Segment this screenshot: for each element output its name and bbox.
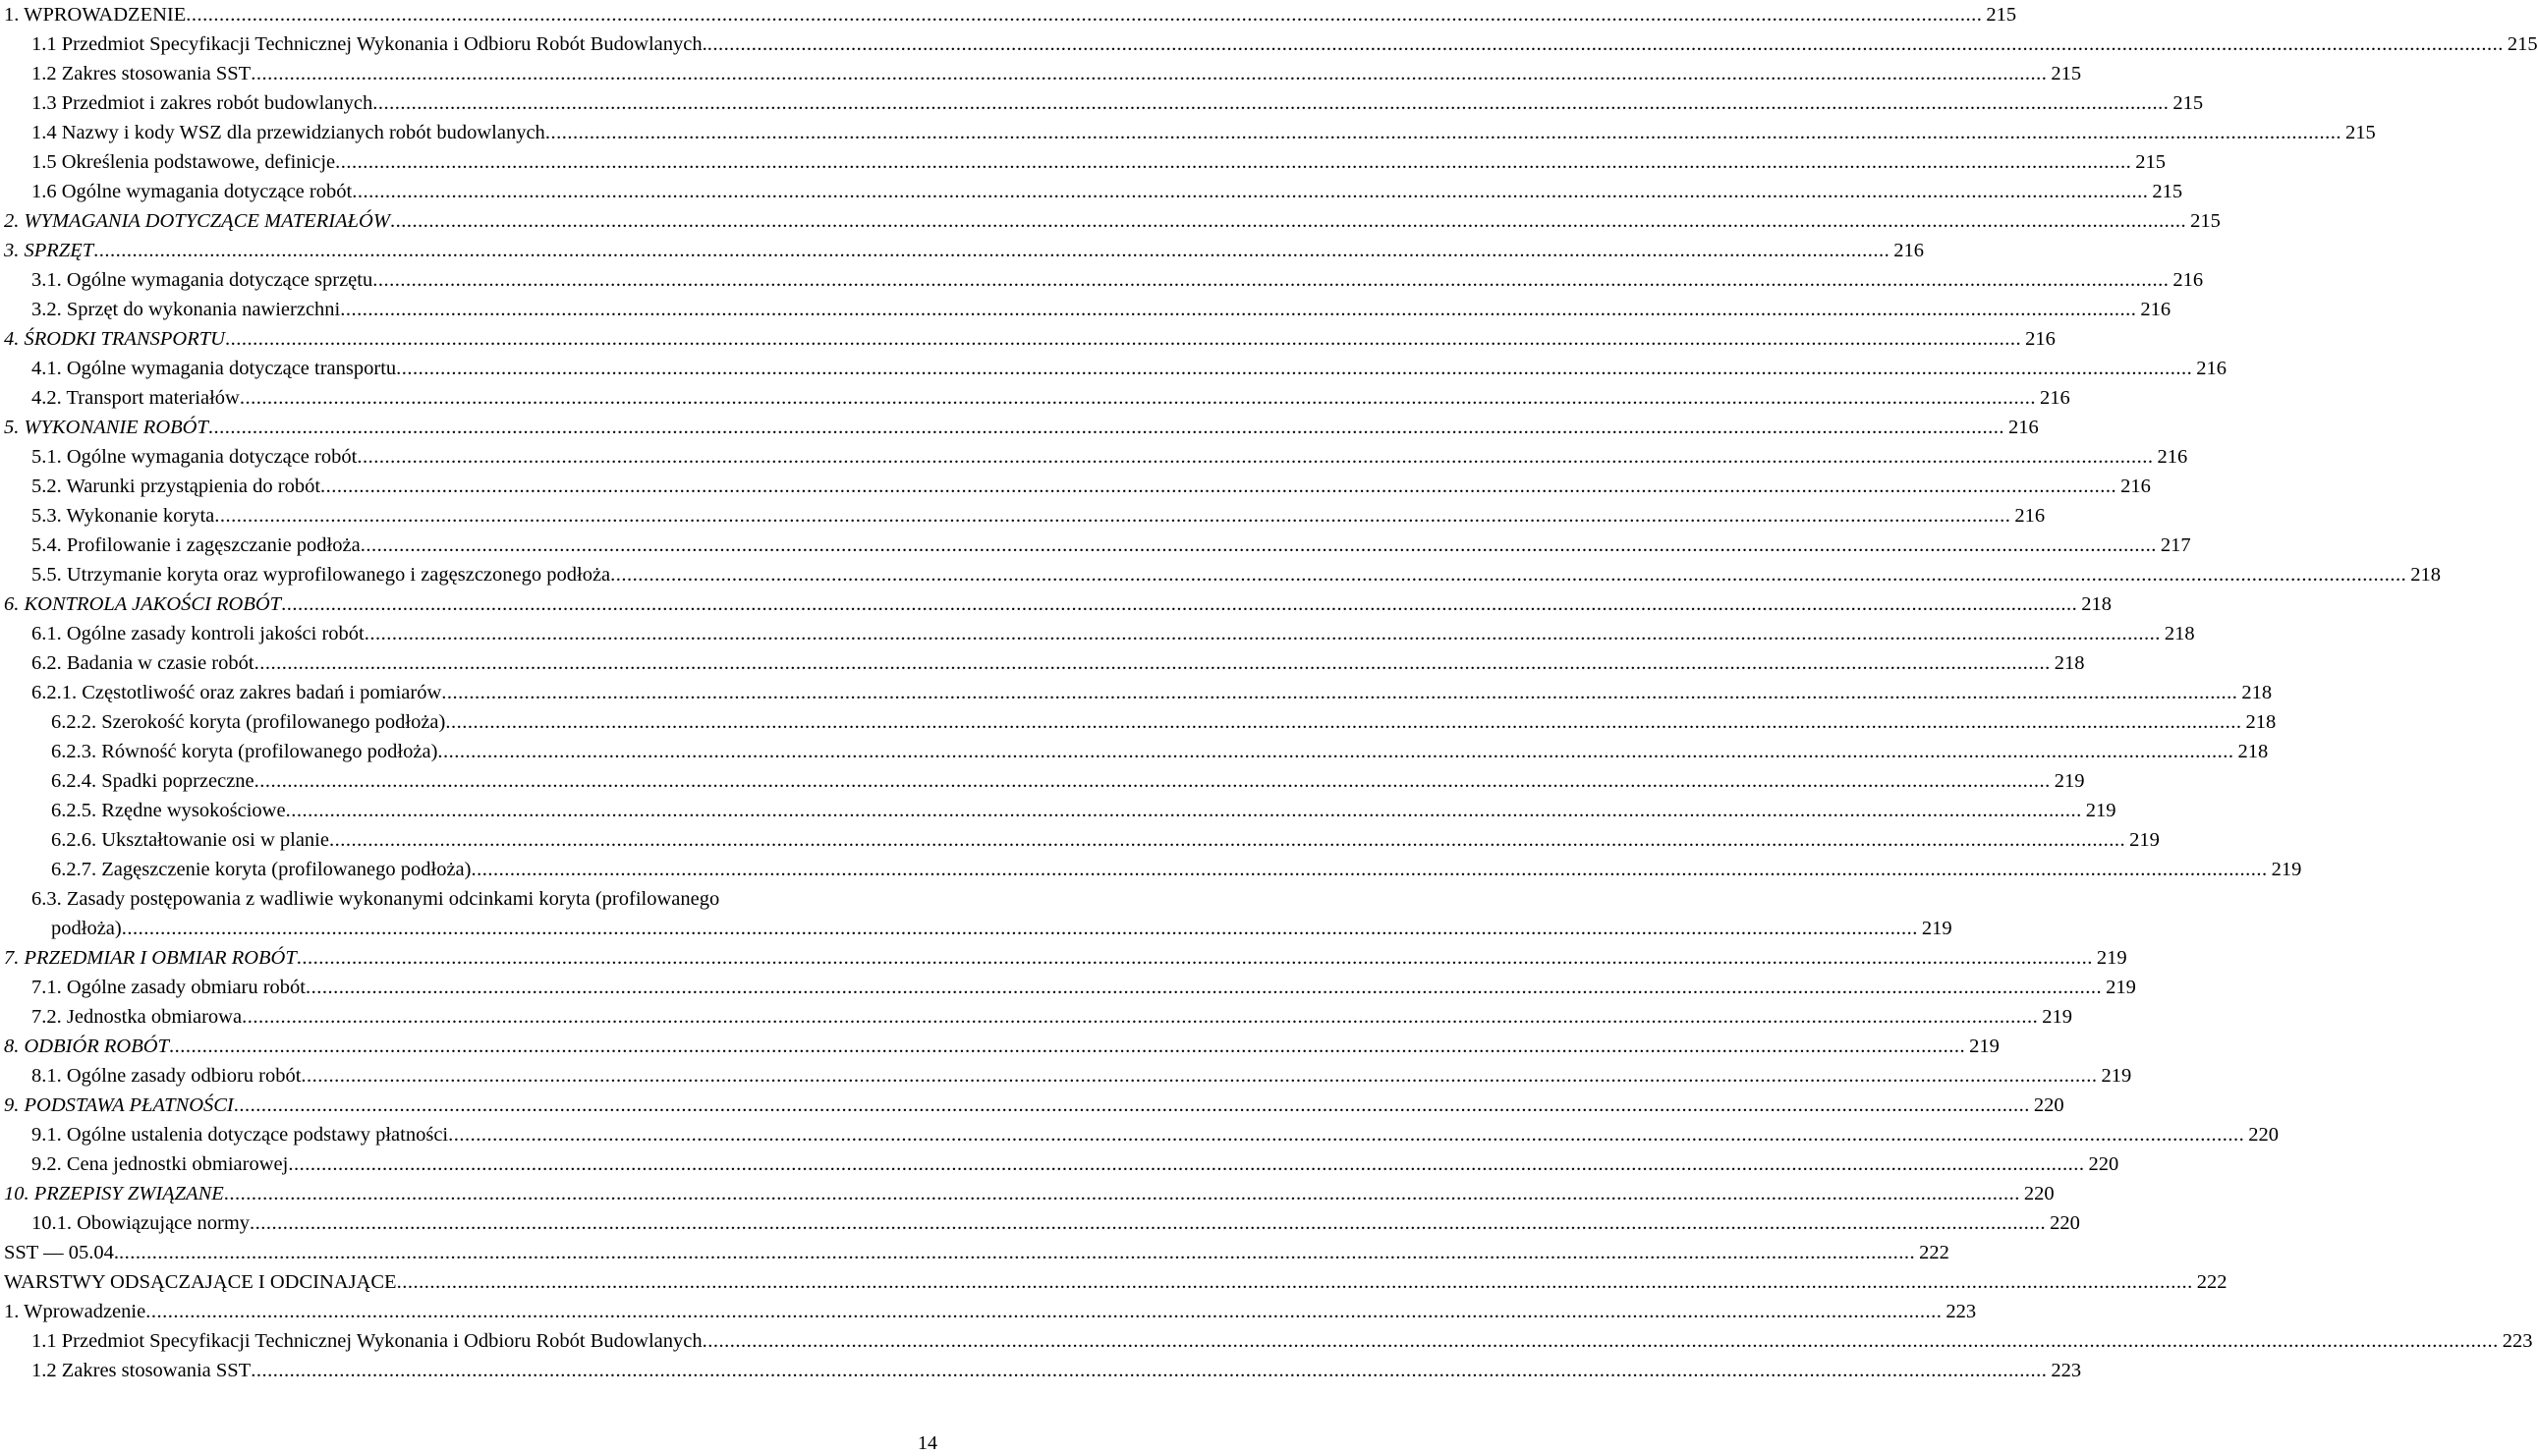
toc-entry-page: 220: [2033, 1094, 2064, 1116]
toc-entry-label: 1.6 Ogólne wymagania dotyczące robót: [31, 181, 353, 202]
toc-entry-page: 218: [2237, 741, 2269, 762]
toc-entry-label: 8. ODBIÓR ROBÓT: [4, 1036, 169, 1057]
toc-entry-label: 6.1. Ogólne zasady kontroli jakości robót: [31, 623, 365, 644]
toc-entry[interactable]: [4, 1120, 2279, 1149]
toc-entry-label: 5.1. Ogólne wymagania dotyczące robót: [31, 446, 358, 468]
toc-entry[interactable]: [4, 147, 2166, 177]
toc-dot-leader: [545, 118, 2341, 147]
toc-entry[interactable]: [4, 442, 2188, 472]
toc-dot-leader: [471, 855, 2267, 884]
toc-entry[interactable]: [4, 1267, 2228, 1297]
toc-entry-label: 5.5. Utrzymanie koryta oraz wyprofilowanego i zagęszczonego podłoża: [31, 564, 611, 586]
toc-entry[interactable]: [4, 825, 2160, 855]
toc-entry[interactable]: [4, 118, 2376, 147]
toc-dot-leader: [320, 472, 2116, 501]
toc-dot-leader: [437, 737, 2233, 766]
toc-entry-page: 216: [2172, 269, 2204, 291]
toc-dot-leader: [240, 383, 2036, 413]
toc-entry-page: 216: [2014, 505, 2046, 527]
toc-dot-leader: [610, 560, 2406, 589]
toc-dot-leader: [397, 1267, 2193, 1297]
toc-entry[interactable]: [4, 855, 2302, 884]
toc-entry[interactable]: [4, 560, 2442, 589]
toc-dot-leader: [301, 1061, 2097, 1091]
toc-entry-page: 219: [2129, 829, 2160, 851]
toc-dot-leader: [390, 206, 2186, 236]
toc-entry[interactable]: [4, 324, 2056, 354]
toc-entry-label: podłoża): [51, 918, 122, 939]
toc-entry[interactable]: [4, 29, 2538, 59]
toc-entry-label: 10. PRZEPISY ZWIĄZANE: [4, 1183, 224, 1204]
toc-entry-page: 216: [2157, 446, 2188, 468]
toc-dot-leader: [396, 354, 2192, 383]
toc-entry-page: 223: [2051, 1360, 2082, 1381]
page-number: 14: [918, 1432, 937, 1454]
toc-entry-label: 6.2.1. Częstotliwość oraz zakres badań i pomiarów: [31, 682, 442, 703]
toc-entry-label: 3. SPRZĘT: [4, 240, 94, 261]
toc-entry[interactable]: [4, 1326, 2533, 1356]
toc-entry-label: 7.2. Jednostka obmiarowa: [31, 1006, 243, 1028]
toc-entry-label: 5. WYKONANIE ROBÓT: [4, 417, 208, 438]
toc-entry[interactable]: [4, 0, 2017, 29]
toc-entry[interactable]: [4, 707, 2277, 737]
toc-dot-leader: [119, 1238, 1915, 1267]
toc-entry-label: 6.2.4. Spadki poprzeczne: [51, 770, 254, 792]
toc-entry-label: 3.2. Sprzęt do wykonania nawierzchni: [31, 299, 341, 320]
toc-entry[interactable]: [4, 737, 2269, 766]
toc-entry-label: 1. WPROWADZENIE: [4, 4, 187, 26]
toc-entry[interactable]: [4, 766, 2085, 796]
toc-dot-leader: [254, 648, 2051, 678]
toc-dot-leader: [445, 707, 2241, 737]
toc-entry-page: 218: [2245, 711, 2277, 733]
toc-entry[interactable]: [4, 59, 2082, 88]
toc-entry-label: SST — 05.04.: [4, 1242, 119, 1263]
toc-entry[interactable]: [4, 472, 2151, 501]
toc-entry[interactable]: [4, 943, 2127, 973]
toc-dot-leader: [93, 236, 1889, 265]
toc-entry[interactable]: [4, 1356, 2082, 1385]
toc-dot-leader: [254, 766, 2051, 796]
toc-entry-page: 215: [2135, 151, 2166, 173]
toc-dot-leader: [288, 1149, 2084, 1179]
toc-dot-leader: [214, 501, 2010, 531]
toc-entry[interactable]: [4, 1061, 2132, 1091]
toc-entry-label: 1. Wprowadzenie: [4, 1301, 146, 1322]
toc-dot-leader: [251, 59, 2047, 88]
toc-entry[interactable]: [4, 354, 2228, 383]
toc-dot-leader: [703, 1326, 2499, 1356]
toc-dot-leader: [352, 177, 2148, 206]
toc-entry-label: 6.2.3. Równość koryta (profilowanego podłoża): [51, 741, 438, 762]
toc-entry[interactable]: [4, 501, 2046, 531]
toc-entry-label: 7.1. Ogólne zasady obmiaru robót: [31, 977, 306, 998]
toc-entry[interactable]: [4, 1179, 2055, 1208]
toc-entry-page: 216: [2196, 358, 2228, 379]
toc-entry[interactable]: [4, 177, 2183, 206]
toc-entry-page: 219: [2271, 859, 2302, 880]
toc-entry-label: 5.3. Wykonanie koryta: [31, 505, 215, 527]
toc-entry[interactable]: [4, 1297, 1977, 1326]
toc-dot-leader: [234, 1091, 2030, 1120]
toc-entry-page: 218: [2410, 564, 2442, 586]
toc-dot-leader: [286, 796, 2082, 825]
toc-entry[interactable]: [4, 531, 2191, 560]
toc-entry-page: 223: [1946, 1301, 1977, 1322]
toc-dot-leader: [250, 1208, 2046, 1238]
toc-dot-leader: [340, 295, 2136, 324]
toc-entry-page: 219: [2096, 947, 2127, 969]
toc-entry-label: 1.4 Nazwy i kody WSZ dla przewidzianych robót budowlanych: [31, 122, 545, 143]
toc-entry[interactable]: [4, 1091, 2064, 1120]
toc-entry[interactable]: [4, 1032, 2000, 1061]
toc-entry-label: 1.2 Zakres stosowania SST: [31, 63, 252, 84]
toc-dot-leader: [329, 825, 2125, 855]
toc-entry-page: 222: [1919, 1242, 1949, 1263]
toc-dot-leader: [242, 1002, 2038, 1032]
toc-entry-page: 215: [2152, 181, 2183, 202]
toc-entry[interactable]: [4, 884, 939, 914]
toc-entry-label: 1.1 Przedmiot Specyfikacji Technicznej Wykonania i Odbioru Robót Budowlanych.: [31, 33, 707, 55]
toc-entry-page: 215: [2051, 63, 2082, 84]
toc-entry-page: 220: [2088, 1153, 2119, 1175]
toc-dot-leader: [169, 1032, 1965, 1061]
toc-entry-page: 218: [2164, 623, 2195, 644]
toc-entry-label: 4. ŚRODKI TRANSPORTU: [4, 328, 225, 350]
toc-entry-page: 216: [1893, 240, 1924, 261]
toc-entry-label: 6.2. Badania w czasie robót: [31, 652, 254, 674]
toc-entry-page: 219: [1969, 1036, 2000, 1057]
toc-entry[interactable]: [4, 619, 2195, 648]
toc-entry-label: 9.2. Cena jednostki obmiarowej: [31, 1153, 289, 1175]
toc-entry-page: 216: [2120, 476, 2151, 497]
toc-entry-label: 3.1. Ogólne wymagania dotyczące sprzętu: [31, 269, 373, 291]
toc-entry[interactable]: [4, 1208, 2080, 1238]
toc-entry-page: 215: [2190, 210, 2221, 232]
toc-entry[interactable]: [4, 383, 2070, 413]
toc-entry[interactable]: [4, 206, 2221, 236]
toc-entry-label: 4.1. Ogólne wymagania dotyczące transportu: [31, 358, 397, 379]
toc-entry-label: 7. PRZEDMIAR I OBMIAR ROBÓT: [4, 947, 297, 969]
toc-dot-leader: [372, 88, 2169, 118]
toc-entry-page: 216: [2140, 299, 2171, 320]
toc-entry-page: 219: [2106, 977, 2136, 998]
toc-entry-page: 219: [1921, 918, 1952, 939]
toc-entry[interactable]: [4, 1002, 2072, 1032]
toc-entry-label: 6.3. Zasady postępowania z wadliwie wykonanymi odcinkami koryta (profilowanego: [31, 888, 720, 910]
toc-entry[interactable]: [4, 265, 2204, 295]
toc-entry-label: 5.2. Warunki przystąpienia do robót: [31, 476, 321, 497]
toc-entry-page: 218: [2081, 593, 2112, 615]
toc-entry-page: 219: [2054, 770, 2085, 792]
toc-dot-leader: [448, 1120, 2244, 1149]
toc-entry-label: 6.2.2. Szerokość koryta (profilowanego podłoża): [51, 711, 446, 733]
toc-dot-leader: [357, 442, 2153, 472]
toc-entry-label: 10.1. Obowiązujące normy: [31, 1212, 251, 1234]
toc-entry-label: 8.1. Ogólne zasady odbioru robót: [31, 1065, 302, 1087]
toc-entry[interactable]: [4, 648, 2085, 678]
toc-dot-leader: [365, 619, 2161, 648]
toc-dot-leader: [122, 914, 1918, 943]
toc-entry-page: 223: [2502, 1330, 2533, 1352]
toc-entry-label: 6.2.6. Ukształtowanie osi w planie: [51, 829, 329, 851]
toc-entry-label: 9.1. Ogólne ustalenia dotyczące podstawy płatności: [31, 1124, 449, 1146]
toc-dot-leader: [208, 413, 2004, 442]
table-of-contents: [4, 0, 2538, 1385]
toc-entry[interactable]: [4, 88, 2204, 118]
toc-entry-page: 222: [2196, 1271, 2228, 1293]
toc-entry-page: 218: [2241, 682, 2273, 703]
toc-dot-leader: [225, 324, 2021, 354]
toc-entry-page: 220: [2023, 1183, 2055, 1204]
toc-entry-label: 6.2.7. Zagęszczenie koryta (profilowanego podłoża): [51, 859, 472, 880]
toc-entry-page: 220: [2050, 1212, 2080, 1234]
toc-entry-page: 219: [2101, 1065, 2132, 1087]
toc-dot-leader: [335, 147, 2131, 177]
toc-entry-label: 1.3 Przedmiot i zakres robót budowlanych: [31, 92, 373, 114]
toc-entry-label: 9. PODSTAWA PŁATNOŚCI: [4, 1094, 234, 1116]
toc-dot-leader: [186, 0, 1982, 29]
toc-entry-page: 219: [2085, 800, 2116, 821]
toc-entry-page: 217: [2160, 534, 2191, 556]
toc-dot-leader: [372, 265, 2169, 295]
toc-entry[interactable]: [4, 678, 2273, 707]
toc-entry-label: WARSTWY ODSĄCZAJĄCE I ODCINAJĄCE: [4, 1271, 397, 1293]
toc-entry-page: 220: [2248, 1124, 2279, 1146]
toc-entry-label: 1.1 Przedmiot Specyfikacji Technicznej Wykonania i Odbioru Robót Budowlanych: [31, 1330, 703, 1352]
toc-entry-label: 1.2 Zakres stosowania SST: [31, 1360, 252, 1381]
toc-dot-leader: [281, 589, 2077, 619]
toc-dot-leader: [297, 943, 2093, 973]
toc-entry-page: 216: [2025, 328, 2056, 350]
toc-entry-page: 218: [2054, 652, 2085, 674]
toc-dot-leader: [707, 29, 2504, 59]
toc-entry-label: 2. WYMAGANIA DOTYCZĄCE MATERIAŁÓW: [4, 210, 390, 232]
toc-entry-page: 216: [2039, 387, 2070, 409]
toc-dot-leader: [224, 1179, 2020, 1208]
toc-entry[interactable]: [4, 1149, 2119, 1179]
toc-entry-page: 215: [2507, 33, 2538, 55]
toc-entry-label: 6.2.5. Rzędne wysokościowe: [51, 800, 286, 821]
toc-dot-leader: [361, 531, 2157, 560]
toc-entry[interactable]: [4, 413, 2039, 442]
toc-entry-label: 5.4. Profilowanie i zagęszczanie podłoża: [31, 534, 361, 556]
toc-entry-page: 215: [2172, 92, 2204, 114]
toc-entry-page: 216: [2007, 417, 2039, 438]
toc-entry-page: 215: [2344, 122, 2376, 143]
toc-entry-label: 4.2. Transport materiałów: [31, 387, 240, 409]
toc-entry[interactable]: [4, 973, 2136, 1002]
toc-entry[interactable]: [4, 295, 2171, 324]
toc-entry[interactable]: [4, 589, 2112, 619]
toc-dot-leader: [441, 678, 2237, 707]
toc-entry-label: 6. KONTROLA JAKOŚCI ROBÓT: [4, 593, 282, 615]
toc-entry-page: 219: [2042, 1006, 2072, 1028]
toc-entry-page: 215: [1986, 4, 2017, 26]
toc-dot-leader: [145, 1297, 1942, 1326]
toc-dot-leader: [251, 1356, 2047, 1385]
toc-entry-label: 1.5 Określenia podstawowe, definicje: [31, 151, 336, 173]
toc-entry[interactable]: [4, 1238, 1949, 1267]
toc-entry[interactable]: [4, 914, 1952, 943]
toc-dot-leader: [306, 973, 2102, 1002]
toc-entry[interactable]: [4, 236, 1924, 265]
toc-entry[interactable]: [4, 796, 2116, 825]
